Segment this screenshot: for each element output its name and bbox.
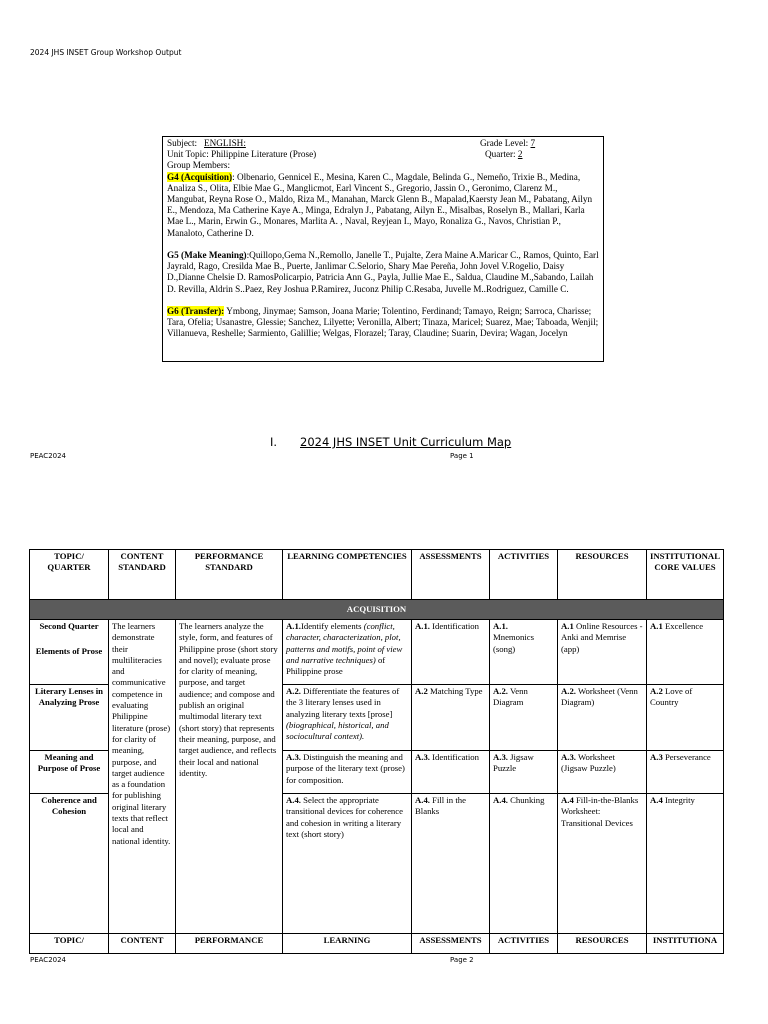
g4-label: G4 (Acquisition) <box>167 171 233 182</box>
curriculum-map-table <box>29 549 724 954</box>
competency-a1: A.1.Identify elements (conflict, character, characterization, plot, patterns and motifs, point of view and narrative techniques) of Philippine prose <box>283 620 412 685</box>
resource-a3: A.3. Worksheet (Jigsaw Puzzle) <box>558 751 647 794</box>
subject-label: Subject: <box>167 138 198 148</box>
unit-topic-row <box>167 149 599 160</box>
col-header-performance-standard: PERFORMANCE STANDARD <box>176 550 283 600</box>
assessment-a4: A.4. Fill in the Blanks <box>412 794 490 934</box>
g4-members: : Olbenario, Gennicel E., Mesina, Karen C., Magdale, Belinda G., Nemeño, Trixie B., Medina, Analiza S., Olita, Elbie Mae G., Manglicmot, Earl Vincent S., Gregorio, Jassin O., Geronimo, Clarenz M., Mangubat, Reyna Rose O., Maldo, Riza M., Manahan, Marck Glenn B., Mapalad,Kaersty Jean M., Pabatang, Ailyn E., Mendoza, Ma Catherine Kaye A., Minga, Edralyn J., Pabatang, Ailyn E., Misalbas, Roselyn B., Mallari, Karla Mae L., Marin, Erwin G., Monares, Marlita A. , Naval, Reyjean I., Mayo, Ronaliza G., Navos, Christian P., Manaloto, Catherine D. <box>167 171 593 238</box>
quarter-label: Quarter: <box>485 149 516 160</box>
activity-a1: A.1. Mnemonics (song) <box>490 620 558 685</box>
section-row <box>30 600 724 620</box>
value-a2: A.2 Love of Country <box>647 685 724 751</box>
col-header-resources: RESOURCES <box>558 550 647 600</box>
repeat-header-content: CONTENT <box>109 934 176 954</box>
topic-quarter: Second Quarter <box>39 621 99 631</box>
repeat-header-learning: LEARNING <box>283 934 412 954</box>
value-a4: A.4 Integrity <box>647 794 724 934</box>
topic-cell: Coherence and Cohesion <box>30 794 109 934</box>
competency-a3: A.3. Distinguish the meaning and purpose of the literary text (prose) for composition. <box>283 751 412 794</box>
activity-a4: A.4. Chunking <box>490 794 558 934</box>
activity-a2: A.2. Venn Diagram <box>490 685 558 751</box>
competency-a4: A.4. Select the appropriate transitional devices for coherence and cohesion in writing a literary text (short story) <box>283 794 412 934</box>
footer-left-page2: PEAC2024 <box>30 956 67 964</box>
col-header-learning-competencies: LEARNING COMPETENCIES <box>283 550 412 600</box>
quarter-value: 2 <box>517 149 523 160</box>
footer-left-page1: PEAC2024 <box>30 452 67 460</box>
header-row <box>30 550 724 600</box>
g6-paragraph <box>167 306 599 340</box>
g6-label: G6 (Transfer): <box>167 305 225 316</box>
col-header-core-values: INSTITUTIONAL CORE VALUES <box>647 550 724 600</box>
repeat-header-performance: PERFORMANCE <box>176 934 283 954</box>
repeat-header-values: INSTITUTIONA <box>647 934 724 954</box>
col-header-activities: ACTIVITIES <box>490 550 558 600</box>
repeat-header-resources: RESOURCES <box>558 934 647 954</box>
g5-paragraph <box>167 250 599 295</box>
resource-a2: A.2. Worksheet (Venn Diagram) <box>558 685 647 751</box>
heading-number: I. <box>270 435 278 449</box>
subject-row <box>167 138 599 149</box>
g6-members: Ymbong, Jinymae; Samson, Joana Marie; Tolentino, Ferdinand; Tamayo, Reign; Sarroca, Charisse; Tara, Ofelia; Usanastre, Glessie; Sanchez, Lilyette; Veronilla, Albert; Tinaza, Maricel; Suarez, Mae; Taboada, Wenjil; Villanueva, Reshelle; Sarmiento, Galillie; Welgas, Florazel; Taray, Claudine; Suarin, Devira; Wagan, Jocelyn <box>167 305 599 339</box>
topic-cell: Meaning and Purpose of Prose <box>30 751 109 794</box>
value-a3: A.3 Perseverance <box>647 751 724 794</box>
group-info-box <box>162 136 604 362</box>
grade-label: Grade Level: <box>480 138 529 148</box>
resource-a4: A.4 Fill-in-the-Blanks Worksheet: Transitional Devices <box>558 794 647 934</box>
heading-title: 2024 JHS INSET Unit Curriculum Map <box>300 435 512 449</box>
topic-cell: Literary Lenses in Analyzing Prose <box>30 685 109 751</box>
g4-paragraph <box>167 172 599 239</box>
col-header-assessments: ASSESSMENTS <box>412 550 490 600</box>
col-header-content-standard: CONTENT STANDARD <box>109 550 176 600</box>
repeat-header-topic: TOPIC/ <box>30 934 109 954</box>
value-a1: A.1 Excellence <box>647 620 724 685</box>
subject-value: ENGLISH: <box>204 138 246 148</box>
section-label: ACQUISITION <box>30 600 724 620</box>
unit-topic: Unit Topic: Philippine Literature (Prose) <box>167 149 317 160</box>
topic-cell <box>30 620 109 685</box>
repeat-header-activities: ACTIVITIES <box>490 934 558 954</box>
repeat-header-assessments: ASSESSMENTS <box>412 934 490 954</box>
performance-standard-cell: The learners analyze the style, form, and features of Philippine prose (short story and novel); evaluate prose for clarity of meaning, purpose, and target audience; and compose and publish an original multimodal literary text (short story) that represents their meaning, purpose, and target audience, and reflects their local and national identity. <box>176 620 283 934</box>
assessment-a1: A.1. Identification <box>412 620 490 685</box>
grade-level <box>480 138 535 149</box>
group-members-label: Group Members: <box>167 160 231 171</box>
grade-value: 7 <box>530 138 536 148</box>
footer-right-page1: Page 1 <box>450 452 474 460</box>
section-heading <box>270 435 511 449</box>
competency-a2: A.2. Differentiate the features of the 3 literary lenses used in analyzing literary texts [prose] (biographical, historical, and sociocultural context). <box>283 685 412 751</box>
assessment-a3: A.3. Identification <box>412 751 490 794</box>
page-header: 2024 JHS INSET Group Workshop Output <box>30 48 182 57</box>
col-header-topic: TOPIC/ QUARTER <box>30 550 109 600</box>
content-standard-cell: The learners demonstrate their multiliteracies and communicative competence in evaluating Philippine literature (prose) for clarity of meaning, purpose, and target audience as a foundation for publishing original literary texts that reflect local and national identity. <box>109 620 176 934</box>
quarter <box>485 149 523 160</box>
assessment-a2: A.2 Matching Type <box>412 685 490 751</box>
repeat-header-row <box>30 934 724 954</box>
resource-a1: A.1 Online Resources - Anki and Memrise (app) <box>558 620 647 685</box>
topic-elements: Elements of Prose <box>35 646 103 657</box>
table-row <box>30 620 724 685</box>
activity-a3: A.3. Jigsaw Puzzle <box>490 751 558 794</box>
g5-members: :Quillopo,Gema N.,Remollo, Janelle T., Pujalte, Zera Maine A.Maricar C., Ramos, Quinto, Earl Jayrald, Rago, Cresilda Mae B., Puerte, Janlimar C.Selorio, Shary Mae Pereña, John Jovel V.Rogelio, Daisy D.,Dianne Chelsie D. RamosPolicarpio, Patricia Ann G., Payla, Jullie Mae E., Saldua, Claudine M.,Sabando, Lailah D. Revilla, Aldrin S..Paez, Rey Joshua P.Ramirez, Juconz Philip C.Resaba, Juvelle M..Rodriguez, Camille C. <box>167 249 599 294</box>
g5-label: G5 (Make Meaning) <box>167 249 247 260</box>
footer-right-page2: Page 2 <box>450 956 474 964</box>
